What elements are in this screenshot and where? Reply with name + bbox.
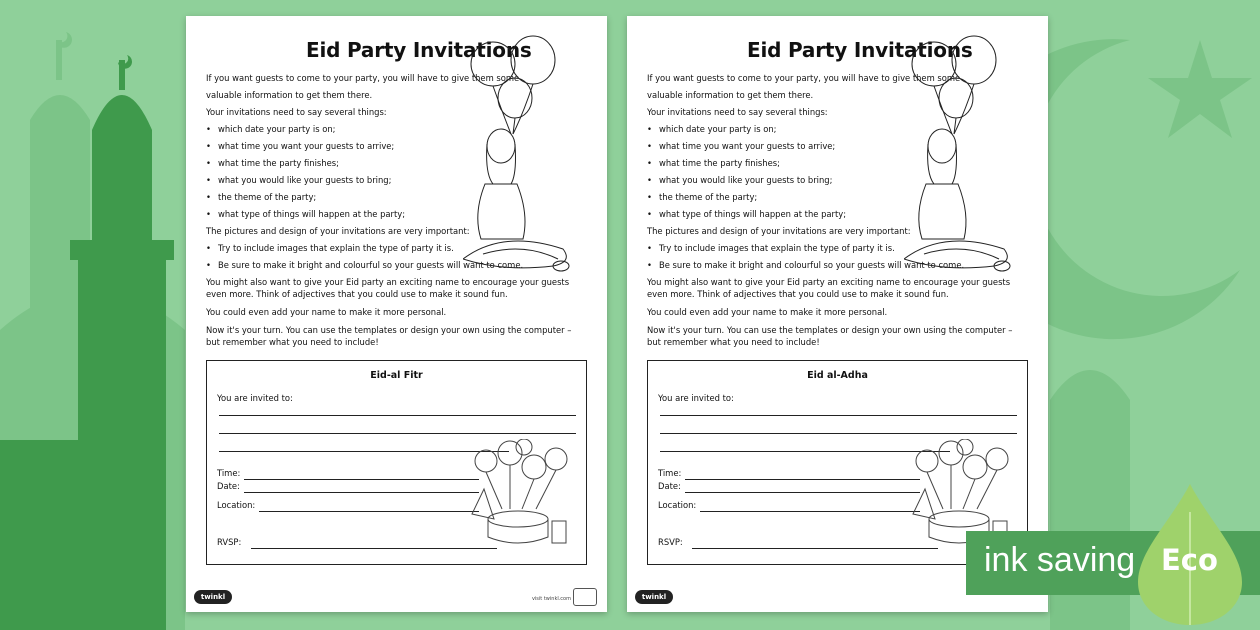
invited-line-2[interactable] — [660, 433, 1017, 434]
girl-with-balloons-illustration — [463, 34, 593, 279]
card-heading: Eid-al Fitr — [370, 370, 423, 381]
list-item: • Try to include images that explain the type of party it is. — [218, 240, 587, 257]
date-line[interactable] — [244, 492, 479, 493]
list-item: • the theme of the party; — [659, 189, 1028, 206]
page-footer — [186, 584, 607, 612]
design-heading: The pictures and design of your invitations are very important: — [647, 226, 911, 236]
quality-badge-icon — [573, 588, 597, 606]
personal-paragraph: You could even add your name to make it more personal. — [647, 307, 888, 317]
name-paragraph: You might also want to give your Eid party an exciting name to encourage your guests even more. Think of adjectives that you could use to make it sound fun. — [206, 277, 570, 299]
time-label: Time: — [217, 468, 241, 478]
list-item: • which date your party is on; — [659, 121, 1028, 138]
intro-text: If you want guests to come to your party, you will have to give them some valuable information to get them there. — [647, 73, 961, 100]
invited-label: You are invited to: — [658, 393, 734, 403]
list-item: • what time the party finishes; — [218, 155, 587, 172]
date-label: Date: — [217, 481, 240, 491]
list-item: • the theme of the party; — [218, 189, 587, 206]
needs-heading: Your invitations need to say several things: — [206, 107, 387, 117]
list-item: • Be sure to make it bright and colourful so your guests will want to come. — [218, 257, 587, 274]
eco-label: Eco — [1161, 543, 1218, 577]
girl-with-balloons-illustration — [904, 34, 1034, 279]
list-item: • what time the party finishes; — [659, 155, 1028, 172]
location-label: Location: — [217, 500, 256, 510]
rsvp-label: RSVP: — [658, 537, 683, 547]
time-line[interactable] — [244, 479, 479, 480]
personal-paragraph: You could even add your name to make it more personal. — [206, 307, 447, 317]
time-label: Time: — [658, 468, 682, 478]
ink-saving-label: ink saving — [984, 541, 1136, 579]
rsvp-line[interactable] — [251, 548, 497, 549]
site-url: visit twinkl.com — [531, 596, 571, 602]
list-item: • what type of things will happen at the party; — [218, 206, 587, 223]
turn-paragraph: Now it's your turn. You can use the templates or design your own using the computer – but remember what you need to include! — [206, 325, 572, 347]
design-heading: The pictures and design of your invitations are very important: — [206, 226, 470, 236]
list-item: • Be sure to make it bright and colourful so your guests will want to come. — [659, 257, 1028, 274]
worksheet-eid-al-adha — [627, 16, 1048, 612]
page-title: Eid Party Invitations — [306, 38, 532, 62]
list-item: • which date your party is on; — [218, 121, 587, 138]
worksheet-eid-al-fitr — [186, 16, 607, 612]
party-cake-illustration — [466, 439, 578, 551]
list-item: • what you would like your guests to bring; — [218, 172, 587, 189]
invitation-card — [206, 360, 587, 565]
invited-line-1[interactable] — [219, 415, 576, 416]
list-item: • what time you want your guests to arrive; — [218, 138, 587, 155]
location-line[interactable] — [259, 511, 479, 512]
location-line[interactable] — [700, 511, 920, 512]
time-line[interactable] — [685, 479, 920, 480]
card-heading: Eid al-Adha — [807, 370, 868, 381]
list-item: • what time you want your guests to arrive; — [659, 138, 1028, 155]
twinkl-logo: twinkl — [635, 590, 673, 604]
location-label: Location: — [658, 500, 697, 510]
list-item: • what you would like your guests to bring; — [659, 172, 1028, 189]
date-line[interactable] — [685, 492, 920, 493]
needs-heading: Your invitations need to say several things: — [647, 107, 828, 117]
list-item: • what type of things will happen at the party; — [659, 206, 1028, 223]
intro-text: If you want guests to come to your party, you will have to give them some valuable information to get them there. — [206, 73, 520, 100]
list-item: • Try to include images that explain the type of party it is. — [659, 240, 1028, 257]
turn-paragraph: Now it's your turn. You can use the templates or design your own using the computer – but remember what you need to include! — [647, 325, 1013, 347]
page-title: Eid Party Invitations — [747, 38, 973, 62]
rsvp-line[interactable] — [692, 548, 938, 549]
rsvp-label: RVSP: — [217, 537, 242, 547]
twinkl-logo: twinkl — [194, 590, 232, 604]
invited-line-1[interactable] — [660, 415, 1017, 416]
invited-label: You are invited to: — [217, 393, 293, 403]
date-label: Date: — [658, 481, 681, 491]
invited-line-2[interactable] — [219, 433, 576, 434]
name-paragraph: You might also want to give your Eid party an exciting name to encourage your guests even more. Think of adjectives that you could use to make it sound fun. — [647, 277, 1011, 299]
